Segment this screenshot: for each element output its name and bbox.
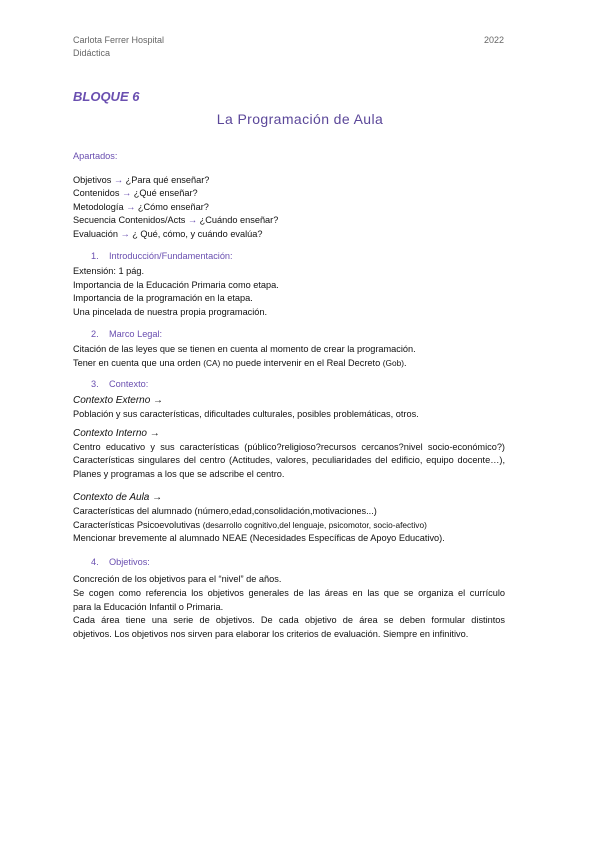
apartado-item: Metodología → ¿Cómo enseñar? xyxy=(73,201,209,212)
page-header-left xyxy=(73,34,164,60)
section-heading-2: 2. Marco Legal: xyxy=(91,328,163,339)
document-title: La Programación de Aula xyxy=(216,111,384,127)
text-line: Características singulares del centro (Actitudes, valores, peculiaridades del edificio, equipo docente…), xyxy=(73,455,505,466)
section-heading-1: 1. Introducción/Fundamentación: xyxy=(91,250,233,261)
text-line: Tener en cuenta que una orden (CA) no puede intervenir en el Real Decreto (Gob). xyxy=(73,357,407,368)
text-line: Centro educativo y sus características (público?religioso?recursos cercanos?nivel socio-económico?) xyxy=(73,441,505,452)
header-subject: Didáctica xyxy=(73,48,111,58)
text-line: Cada área tiene una serie de objetivos. De cada objetivo de área se deben formular distintos xyxy=(73,615,505,626)
apartado-item: Objetivos → ¿Para qué enseñar? xyxy=(73,174,210,185)
text-line: objetivos. Los objetivos nos sirven para elaborar los criterios de evaluación. Siempre en infinitivo. xyxy=(73,628,469,639)
arrow-icon: → xyxy=(113,174,124,185)
section-2-body xyxy=(73,343,505,370)
text-line: Características del alumnado (número,edad,consolidación,motivaciones...) xyxy=(73,506,377,517)
subheading-contexto-externo: Contexto Externo → xyxy=(73,394,164,406)
text-line: Se cogen como referencia los objetivos generales de las áreas en las que se organiza el currículo xyxy=(73,588,505,599)
text-line: Extensión: 1 pág. xyxy=(73,266,144,277)
text-line: para la Educación Infantil o Primaria. xyxy=(73,601,224,612)
arrow-icon: → xyxy=(187,215,198,226)
apartado-item: Secuencia Contenidos/Acts → ¿Cuándo enseñar? xyxy=(73,215,279,226)
apartados-label: Apartados: xyxy=(73,151,118,161)
text-line: Planes y programas a los que se adscribe el centro. xyxy=(73,468,285,479)
apartado-item: Contenidos → ¿Qué enseñar? xyxy=(73,188,198,199)
document-body xyxy=(73,150,505,641)
text-line: Importancia de la Educación Primaria como etapa. xyxy=(73,279,279,290)
arrow-icon: → xyxy=(120,228,130,239)
bloque-label: BLOQUE 6 xyxy=(73,89,140,104)
apartado-item: Evaluación → ¿ Qué, cómo, y cuándo evalúa? xyxy=(73,228,263,239)
text-line: Importancia de la programación en la etapa. xyxy=(73,293,253,304)
text-line: Mencionar brevemente al alumnado NEAE (Necesidades Específicas de Apoyo Educativo). xyxy=(73,533,445,544)
header-author: Carlota Ferrer Hospital xyxy=(73,35,165,45)
subheading-contexto-interno: Contexto Interno → xyxy=(73,428,160,440)
arrow-icon: → xyxy=(122,188,132,199)
text-line: Población y sus características, dificultades culturales, posibles problemáticas, otros. xyxy=(73,408,419,419)
subheading-contexto-aula: Contexto de Aula → xyxy=(73,492,163,504)
section-heading-3: 3. Contexto: xyxy=(91,379,149,390)
header-year: 2022 xyxy=(483,35,504,45)
text-line: Características Psicoevolutivas (desarrollo cognitivo,del lenguaje, psicomotor, socio-afectivo) xyxy=(73,519,427,530)
section-3-body xyxy=(73,394,505,546)
arrow-icon: → xyxy=(126,201,136,212)
section-heading-4: 4. Objetivos: xyxy=(91,556,150,567)
section-4-body xyxy=(73,573,505,641)
text-line: Citación de las leyes que se tienen en cuenta al momento de crear la programación. xyxy=(73,344,416,355)
text-line: Concreción de los objetivos para el “nivel” de años. xyxy=(73,574,282,585)
text-line: Una pincelada de nuestra propia programación. xyxy=(73,306,268,317)
apartados-list xyxy=(73,174,505,242)
section-1-body xyxy=(73,265,505,319)
